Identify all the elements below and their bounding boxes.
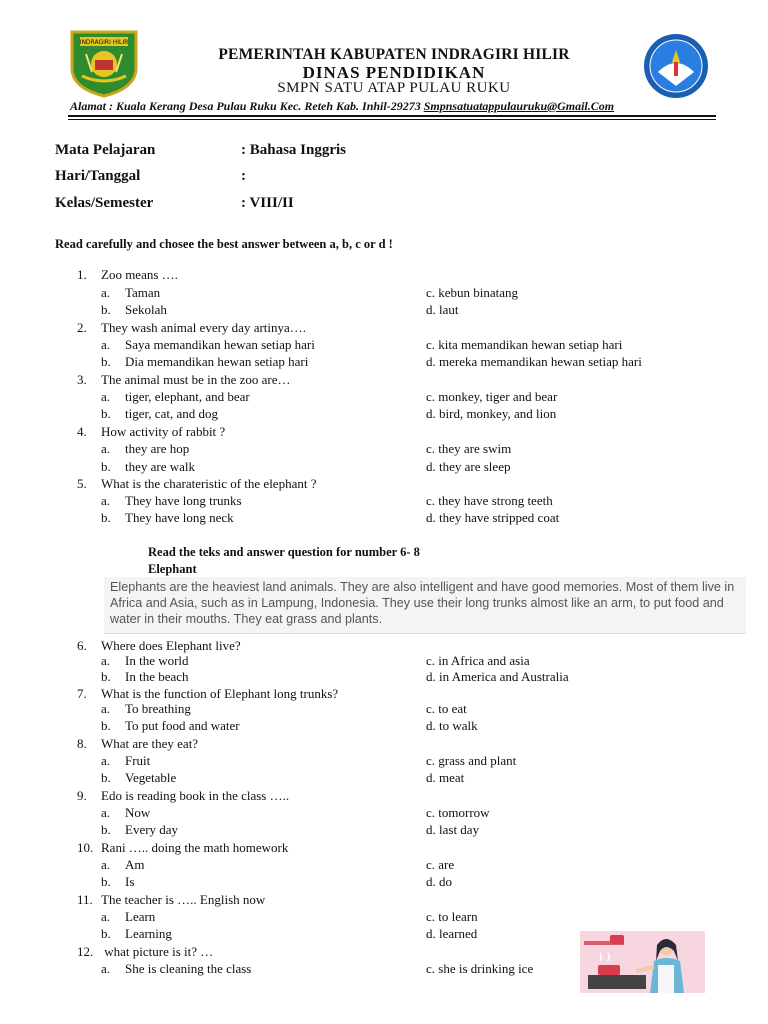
option-letter: b.	[101, 822, 111, 837]
class-label: Kelas/Semester	[55, 195, 154, 211]
option-letter: a.	[101, 857, 111, 872]
option-3c: c. monkey, tiger and bear	[426, 389, 558, 404]
option-2c: c. kita memandikan hewan setiap hari	[426, 337, 623, 352]
cooking-illustration	[580, 931, 705, 993]
option-1c: c. kebun binatang	[426, 285, 519, 300]
question-text: Edo is reading book in the class …..	[101, 788, 290, 803]
option-text: tiger, elephant, and bear	[125, 389, 250, 404]
option-letter: a.	[101, 493, 111, 508]
option-letter: b.	[101, 926, 111, 941]
question-5	[77, 476, 316, 492]
option-10d: d. do	[426, 874, 452, 889]
option-letter: b.	[101, 354, 111, 369]
subject-label: Mata Pelajaran	[55, 142, 156, 158]
option-3d: d. bird, monkey, and lion	[426, 406, 557, 421]
option-7b	[101, 718, 240, 734]
option-letter: b.	[101, 669, 111, 684]
option-11b	[101, 926, 172, 942]
option-text: Learning	[125, 926, 172, 941]
option-11c: c. to learn	[426, 909, 478, 924]
option-letter: b.	[101, 718, 111, 733]
option-11a	[101, 909, 155, 925]
header-rule-thin	[68, 119, 716, 120]
option-8d: d. meat	[426, 770, 465, 785]
question-3	[77, 372, 291, 388]
option-text: To put food and water	[125, 718, 240, 733]
option-text: Now	[125, 805, 151, 820]
question-number: 9.	[77, 788, 87, 803]
question-7	[77, 686, 338, 702]
option-4d: d. they are sleep	[426, 459, 511, 474]
option-letter: a.	[101, 753, 111, 768]
option-12c: c. she is drinking ice	[426, 961, 534, 976]
option-letter: b.	[101, 406, 111, 421]
option-text: They have long neck	[125, 510, 234, 525]
option-letter: b.	[101, 770, 111, 785]
question-12	[77, 944, 213, 960]
reading-heading: Read the teks and answer question for number 6- 8	[148, 545, 420, 559]
option-text: tiger, cat, and dog	[125, 406, 218, 421]
option-letter: b.	[101, 459, 111, 474]
option-text: they are walk	[125, 459, 196, 474]
option-5b	[101, 510, 234, 526]
regency-logo-text: INDRAGIRI HILIR	[79, 39, 129, 46]
reading-title: Elephant	[148, 562, 197, 576]
option-11d: d. learned	[426, 926, 478, 941]
option-6d: d. in America and Australia	[426, 669, 569, 684]
option-text: In the beach	[125, 669, 189, 684]
option-2b	[101, 354, 308, 370]
option-letter: a.	[101, 909, 111, 924]
option-9b	[101, 822, 178, 838]
reading-passage: Elephants are the heaviest land animals. They are also intelligent and have good memories. Most of them live in Africa and Asia, such as in Lampung, Indonesia. They use their long trunks almost like an arm, to put food and water in their mouths. They eat grass and plants.	[104, 577, 746, 634]
question-number: 11.	[77, 892, 93, 907]
option-10a	[101, 857, 145, 873]
option-letter: a.	[101, 961, 111, 976]
address-text: Alamat : Kuala Kerang Desa Pulau Ruku Kec. Reteh Kab. Inhil-29273	[70, 99, 424, 113]
question-text: What is the charateristic of the elephant ?	[101, 476, 317, 491]
option-letter: a.	[101, 701, 111, 716]
option-letter: b.	[101, 874, 111, 889]
school-address	[70, 99, 614, 114]
option-text: She is cleaning the class	[125, 961, 252, 976]
option-text: Vegetable	[125, 770, 177, 785]
question-number: 6.	[77, 638, 87, 653]
question-text: The teacher is ….. English now	[101, 892, 266, 907]
option-text: To breathing	[125, 701, 191, 716]
option-1d: d. laut	[426, 302, 459, 317]
option-6c: c. in Africa and asia	[426, 653, 530, 668]
question-number: 4.	[77, 424, 87, 439]
option-letter: a.	[101, 441, 111, 456]
option-4c: c. they are swim	[426, 441, 512, 456]
question-number: 2.	[77, 320, 87, 335]
question-10	[77, 840, 288, 856]
option-7d: d. to walk	[426, 718, 478, 733]
option-7c: c. to eat	[426, 701, 467, 716]
question-text: The animal must be in the zoo are…	[101, 372, 291, 387]
question-9	[77, 788, 289, 804]
date-value: :	[241, 168, 246, 184]
question-11	[77, 892, 265, 908]
option-letter: a.	[101, 653, 111, 668]
date-label: Hari/Tanggal	[55, 168, 141, 184]
option-text: In the world	[125, 653, 189, 668]
option-text: Saya memandikan hewan setiap hari	[125, 337, 315, 352]
option-5d: d. they have stripped coat	[426, 510, 560, 525]
question-text: How activity of rabbit ?	[101, 424, 226, 439]
question-text: what picture is it? …	[101, 944, 214, 959]
option-9d: d. last day	[426, 822, 480, 837]
option-3b	[101, 406, 218, 422]
option-text: Am	[125, 857, 145, 872]
question-number: 8.	[77, 736, 87, 751]
question-text: Where does Elephant live?	[101, 638, 241, 653]
question-text: Zoo means ….	[101, 267, 178, 282]
question-text: Rani ….. doing the math homework	[101, 840, 289, 855]
option-2a	[101, 337, 315, 353]
option-text: Is	[125, 874, 135, 889]
option-text: Fruit	[125, 753, 151, 768]
option-text: Sekolah	[125, 302, 167, 317]
school-email: Smpnsatuatappulauruku@Gmail.Com	[423, 99, 615, 113]
option-9c: c. tomorrow	[426, 805, 490, 820]
option-4b	[101, 459, 195, 475]
class-value: : VIII/II	[241, 195, 294, 211]
option-1a	[101, 285, 160, 301]
option-9a	[101, 805, 150, 821]
option-12a	[101, 961, 251, 977]
option-letter: a.	[101, 389, 111, 404]
option-letter: a.	[101, 337, 111, 352]
question-number: 12.	[77, 944, 94, 959]
option-5a	[101, 493, 242, 509]
option-4a	[101, 441, 189, 457]
option-10b	[101, 874, 134, 890]
option-text: Learn	[125, 909, 156, 924]
option-8c: c. grass and plant	[426, 753, 517, 768]
question-text: What is the function of Elephant long trunks?	[101, 686, 339, 701]
option-text: They have long trunks	[125, 493, 242, 508]
question-number: 10.	[77, 840, 94, 855]
option-10c: c. are	[426, 857, 455, 872]
question-1	[77, 267, 178, 283]
option-letter: a.	[101, 285, 111, 300]
option-8a	[101, 753, 150, 769]
option-letter: a.	[101, 805, 111, 820]
question-number: 1.	[77, 267, 87, 282]
option-5c: c. they have strong teeth	[426, 493, 553, 508]
option-7a	[101, 701, 191, 717]
question-text: They wash animal every day artinya….	[101, 320, 307, 335]
question-6	[77, 638, 241, 654]
instruction: Read carefully and chosee the best answer between a, b, c or d !	[55, 237, 393, 251]
option-6a	[101, 653, 189, 669]
government-header: PEMERINTAH KABUPATEN INDRAGIRI HILIR	[218, 46, 570, 63]
subject-row	[55, 142, 346, 159]
option-text: they are hop	[125, 441, 190, 456]
question-number: 7.	[77, 686, 87, 701]
question-number: 3.	[77, 372, 87, 387]
option-6b	[101, 669, 189, 685]
school-name: SMPN SATU ATAP PULAU RUKU	[277, 80, 511, 96]
date-row	[55, 168, 246, 185]
option-text: Taman	[125, 285, 161, 300]
option-8b	[101, 770, 176, 786]
subject-value: : Bahasa Inggris	[241, 142, 347, 158]
class-row	[55, 195, 294, 212]
option-letter: b.	[101, 302, 111, 317]
option-1b	[101, 302, 167, 318]
option-2d: d. mereka memandikan hewan setiap hari	[426, 354, 642, 369]
option-letter: b.	[101, 510, 111, 525]
question-8	[77, 736, 198, 752]
option-text: Dia memandikan hewan setiap hari	[125, 354, 309, 369]
option-3a	[101, 389, 250, 405]
question-4	[77, 424, 225, 440]
option-text: Every day	[125, 822, 179, 837]
question-2	[77, 320, 306, 336]
question-number: 5.	[77, 476, 87, 491]
question-text: What are they eat?	[101, 736, 199, 751]
department-header: DINAS PENDIDIKAN	[302, 63, 486, 82]
header-rule-thick	[68, 115, 716, 117]
